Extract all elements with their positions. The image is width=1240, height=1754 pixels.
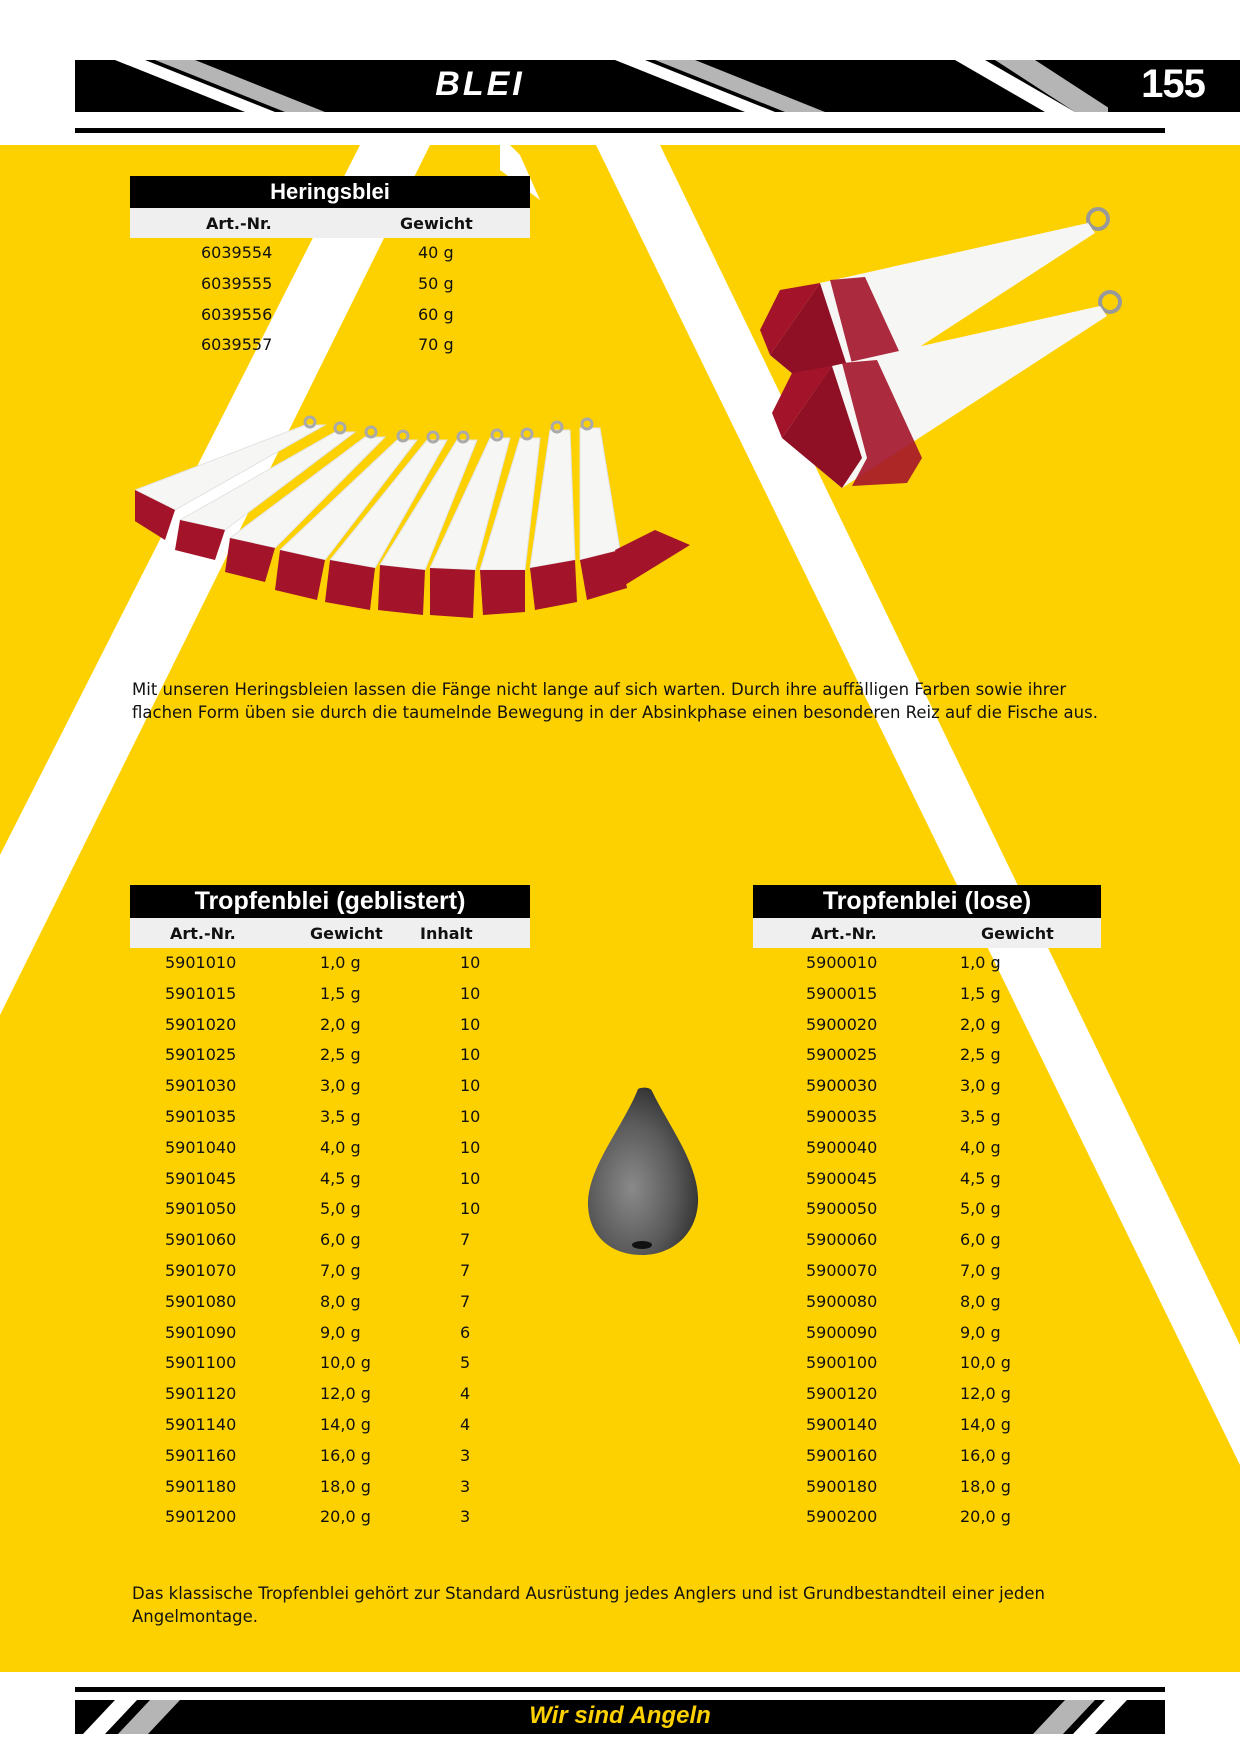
cell-art: 5901045	[165, 1168, 237, 1188]
cell-art: 5901060	[165, 1230, 237, 1250]
cell-gewicht: 3,0 g	[320, 1076, 361, 1096]
cell-inhalt: 3	[460, 1445, 471, 1465]
herring-sinker-set-image	[135, 410, 695, 635]
cell-inhalt: 4	[460, 1414, 471, 1434]
cell-art: 6039555	[201, 273, 273, 293]
cell-art: 5900015	[806, 983, 878, 1003]
table-row	[130, 979, 530, 1010]
cell-art: 5900025	[806, 1045, 878, 1065]
col-gewicht: Gewicht	[981, 924, 1054, 943]
table-row	[753, 1071, 1101, 1102]
table-title: Heringsblei	[130, 176, 530, 208]
cell-art: 6039556	[201, 304, 273, 324]
cell-inhalt: 5	[460, 1353, 471, 1373]
table-row	[130, 1256, 530, 1287]
page-title: BLEI	[435, 65, 525, 103]
heringsblei-table	[130, 176, 530, 361]
cell-art: 5900010	[806, 953, 878, 972]
cell-gewicht: 40 g	[418, 243, 454, 262]
cell-art: 5901090	[165, 1322, 237, 1342]
cell-gewicht: 1,0 g	[960, 953, 1001, 972]
table-row	[130, 1102, 530, 1133]
cell-art: 5901080	[165, 1291, 237, 1311]
cell-gewicht: 3,0 g	[960, 1076, 1001, 1096]
cell-art: 5900050	[806, 1199, 878, 1219]
cell-inhalt: 10	[460, 1076, 481, 1096]
cell-art: 5901010	[165, 953, 237, 972]
cell-inhalt: 7	[460, 1291, 471, 1311]
cell-art: 5901035	[165, 1106, 237, 1126]
table-row	[753, 1441, 1101, 1472]
table-row	[130, 948, 530, 979]
table-row	[753, 1502, 1101, 1533]
table-row	[130, 269, 530, 300]
table-row	[130, 238, 530, 269]
col-art-nr: Art.-Nr.	[170, 924, 236, 943]
cell-art: 5901050	[165, 1199, 237, 1219]
cell-art: 5900180	[806, 1476, 878, 1496]
table-row	[130, 1164, 530, 1195]
cell-art: 5901020	[165, 1014, 237, 1034]
col-art-nr: Art.-Nr.	[811, 924, 877, 943]
table-row	[130, 1318, 530, 1349]
cell-gewicht: 12,0 g	[320, 1384, 371, 1404]
cell-gewicht: 18,0 g	[320, 1476, 371, 1496]
table-row	[753, 1287, 1101, 1318]
cell-gewicht: 60 g	[418, 304, 454, 324]
cell-gewicht: 10,0 g	[960, 1353, 1011, 1373]
cell-gewicht: 4,0 g	[320, 1137, 361, 1157]
table-row	[130, 1410, 530, 1441]
table-row	[130, 1071, 530, 1102]
cell-art: 5901070	[165, 1260, 237, 1280]
cell-gewicht: 20,0 g	[960, 1507, 1011, 1527]
cell-gewicht: 1,5 g	[960, 983, 1001, 1003]
table-row	[753, 1194, 1101, 1225]
cell-gewicht: 2,5 g	[960, 1045, 1001, 1065]
cell-gewicht: 14,0 g	[320, 1414, 371, 1434]
cell-gewicht: 4,0 g	[960, 1137, 1001, 1157]
cell-art: 5900040	[806, 1137, 878, 1157]
herring-sinker-pair-image	[720, 205, 1150, 555]
cell-gewicht: 1,5 g	[320, 983, 361, 1003]
tropfenblei-geblistert-table	[130, 885, 530, 1533]
cell-art: 5901015	[165, 983, 237, 1003]
cell-art: 5901030	[165, 1076, 237, 1096]
cell-art: 5901025	[165, 1045, 237, 1065]
table-row	[130, 1287, 530, 1318]
cell-inhalt: 10	[460, 1045, 481, 1065]
cell-art: 5900160	[806, 1445, 878, 1465]
cell-art: 5901040	[165, 1137, 237, 1157]
cell-gewicht: 20,0 g	[320, 1507, 371, 1527]
table-row	[130, 1379, 530, 1410]
cell-inhalt: 4	[460, 1384, 471, 1404]
cell-inhalt: 10	[460, 1014, 481, 1034]
cell-gewicht: 8,0 g	[320, 1291, 361, 1311]
cell-art: 5900090	[806, 1322, 878, 1342]
table-row	[753, 1472, 1101, 1503]
cell-art: 5901140	[165, 1414, 237, 1434]
cell-art: 5900060	[806, 1230, 878, 1250]
cell-inhalt: 7	[460, 1260, 471, 1280]
table-row	[130, 1225, 530, 1256]
cell-art: 5900035	[806, 1106, 878, 1126]
table-row	[753, 948, 1101, 979]
cell-gewicht: 10,0 g	[320, 1353, 371, 1373]
cell-art: 5900140	[806, 1414, 878, 1434]
table-body	[753, 948, 1101, 1533]
cell-gewicht: 8,0 g	[960, 1291, 1001, 1311]
cell-art: 5900080	[806, 1291, 878, 1311]
cell-gewicht: 16,0 g	[320, 1445, 371, 1465]
table-row	[130, 330, 530, 361]
table-row	[753, 1256, 1101, 1287]
cell-inhalt: 10	[460, 1199, 481, 1219]
cell-gewicht: 5,0 g	[960, 1199, 1001, 1219]
table-row	[753, 1102, 1101, 1133]
table-row	[130, 1133, 530, 1164]
table-row	[753, 1164, 1101, 1195]
cell-gewicht: 1,0 g	[320, 953, 361, 972]
cell-art: 5900200	[806, 1507, 878, 1527]
table-title: Tropfenblei (lose)	[753, 885, 1101, 918]
tropfenblei-lose-table	[753, 885, 1101, 1533]
cell-gewicht: 2,5 g	[320, 1045, 361, 1065]
heringsblei-description: Mit unseren Heringsbleien lassen die Fänge nicht lange auf sich warten. Durch ihre auffälligen Farben sowie ihrer flachen Form üben sie durch die taumelnde Bewegung in der Absinkphase einen besonderen Reiz auf die Fische aus.	[132, 680, 1098, 722]
cell-art: 5901180	[165, 1476, 237, 1496]
table-row	[130, 1472, 530, 1503]
col-art-nr: Art.-Nr.	[206, 214, 272, 233]
cell-gewicht: 70 g	[418, 335, 454, 355]
table-row	[130, 1040, 530, 1071]
cell-art: 5900045	[806, 1168, 878, 1188]
cell-gewicht: 4,5 g	[320, 1168, 361, 1188]
cell-inhalt: 3	[460, 1507, 471, 1527]
table-row	[753, 1133, 1101, 1164]
cell-inhalt: 10	[460, 1106, 481, 1126]
cell-gewicht: 14,0 g	[960, 1414, 1011, 1434]
table-row	[130, 1194, 530, 1225]
table-row	[130, 1010, 530, 1041]
cell-art: 5901160	[165, 1445, 237, 1465]
table-row	[753, 1010, 1101, 1041]
cell-inhalt: 7	[460, 1230, 471, 1250]
cell-inhalt: 10	[460, 1168, 481, 1188]
cell-art: 5901200	[165, 1507, 237, 1527]
cell-gewicht: 5,0 g	[320, 1199, 361, 1219]
cell-gewicht: 16,0 g	[960, 1445, 1011, 1465]
cell-gewicht: 9,0 g	[320, 1322, 361, 1342]
table-body	[130, 948, 530, 1533]
cell-art: 5901100	[165, 1353, 237, 1373]
cell-gewicht: 9,0 g	[960, 1322, 1001, 1342]
cell-gewicht: 6,0 g	[320, 1230, 361, 1250]
cell-gewicht: 4,5 g	[960, 1168, 1001, 1188]
table-row	[753, 1379, 1101, 1410]
footer-slogan: Wir sind Angeln	[529, 1702, 711, 1729]
cell-gewicht: 2,0 g	[320, 1014, 361, 1034]
tropfenblei-description: Das klassische Tropfenblei gehört zur Standard Ausrüstung jedes Anglers und ist Grundbestandteil einer jeden Angelmontage.	[132, 1584, 1045, 1626]
table-title: Tropfenblei (geblistert)	[130, 885, 530, 918]
table-row	[753, 1225, 1101, 1256]
cell-gewicht: 50 g	[418, 273, 454, 293]
table-row	[753, 1348, 1101, 1379]
table-header	[130, 918, 530, 948]
cell-art: 6039557	[201, 335, 273, 355]
cell-inhalt: 10	[460, 983, 481, 1003]
page-number: 155	[1141, 62, 1205, 106]
cell-gewicht: 6,0 g	[960, 1230, 1001, 1250]
table-row	[753, 1318, 1101, 1349]
cell-gewicht: 12,0 g	[960, 1384, 1011, 1404]
col-gewicht: Gewicht	[400, 214, 473, 233]
cell-gewicht: 7,0 g	[960, 1260, 1001, 1280]
cell-gewicht: 3,5 g	[320, 1106, 361, 1126]
table-row	[753, 979, 1101, 1010]
cell-gewicht: 18,0 g	[960, 1476, 1011, 1496]
drop-sinker-image	[580, 1085, 710, 1260]
table-row	[130, 300, 530, 331]
table-row	[130, 1348, 530, 1379]
cell-art: 6039554	[201, 243, 273, 262]
table-row	[753, 1040, 1101, 1071]
col-gewicht: Gewicht	[310, 924, 383, 943]
cell-gewicht: 7,0 g	[320, 1260, 361, 1280]
table-row	[130, 1502, 530, 1533]
cell-gewicht: 2,0 g	[960, 1014, 1001, 1034]
cell-art: 5900030	[806, 1076, 878, 1096]
cell-art: 5901120	[165, 1384, 237, 1404]
cell-inhalt: 6	[460, 1322, 471, 1342]
cell-inhalt: 3	[460, 1476, 471, 1496]
table-header	[130, 208, 530, 238]
table-row	[753, 1410, 1101, 1441]
footer-divider	[75, 1687, 1165, 1692]
cell-art: 5900070	[806, 1260, 878, 1280]
cell-inhalt: 10	[460, 953, 481, 972]
cell-gewicht: 3,5 g	[960, 1106, 1001, 1126]
cell-art: 5900100	[806, 1353, 878, 1373]
table-row	[130, 1441, 530, 1472]
cell-art: 5900020	[806, 1014, 878, 1034]
table-header	[753, 918, 1101, 948]
col-inhalt: Inhalt	[420, 924, 473, 943]
cell-art: 5900120	[806, 1384, 878, 1404]
cell-inhalt: 10	[460, 1137, 481, 1157]
